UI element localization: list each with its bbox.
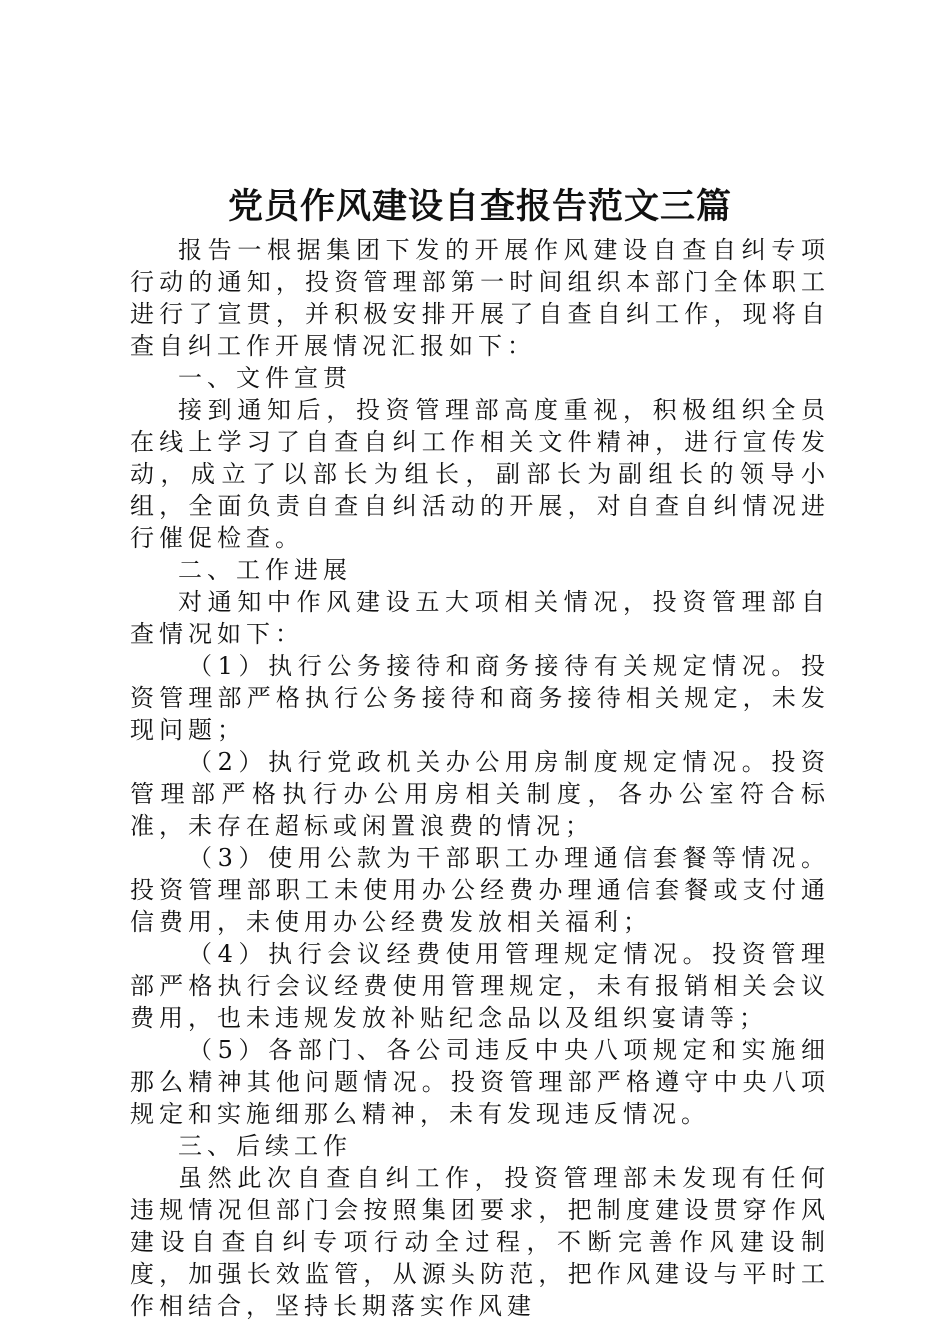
paragraph-intro: 报告一根据集团下发的开展作风建设自查自纠专项行动的通知，投资管理部第一时间组织本部门全体职工进行了宣贯，并积极安排开展了自查自纠工作，现将自查自纠工作开展情况汇报如下： bbox=[130, 236, 830, 360]
document-body bbox=[130, 234, 830, 1322]
list-item-4: （4）执行会议经费使用管理规定情况。投资管理部严格执行会议经费使用管理规定，未有报销相关会议费用，也未违规发放补贴纪念品以及组织宴请等； bbox=[130, 940, 830, 1032]
list-item-2: （2）执行党政机关办公用房制度规定情况。投资管理部严格执行办公用房相关制度，各办公室符合标准，未存在超标或闲置浪费的情况； bbox=[130, 748, 830, 840]
paragraph-section-3: 虽然此次自查自纠工作，投资管理部未发现有任何违规情况但部门会按照集团要求，把制度建设贯穿作风建设自查自纠专项行动全过程，不断完善作风建设制度，加强长效监管，从源头防范，把作风建设与平时工作相结合，坚持长期落实作风建 bbox=[130, 1164, 830, 1320]
document-title: 党员作风建设自查报告范文三篇 bbox=[227, 187, 732, 227]
list-item-1: （1）执行公务接待和商务接待有关规定情况。投资管理部严格执行公务接待和商务接待相关规定，未发现问题； bbox=[130, 652, 830, 744]
section-heading-3: 三、后续工作 bbox=[178, 1132, 352, 1160]
list-item-3: （3）使用公款为干部职工办理通信套餐等情况。投资管理部职工未使用办公经费办理通信套餐或支付通信费用，未使用办公经费发放相关福利； bbox=[130, 844, 830, 936]
list-item-5: （5）各部门、各公司违反中央八项规定和实施细那么精神其他问题情况。投资管理部严格遵守中央八项规定和实施细那么精神，未有发现违反情况。 bbox=[130, 1036, 830, 1128]
section-heading-1: 一、文件宣贯 bbox=[178, 364, 352, 392]
paragraph-section-1: 接到通知后，投资管理部高度重视，积极组织全员在线上学习了自查自纠工作相关文件精神，进行宣传发动，成立了以部长为组长，副部长为副组长的领导小组，全面负责自查自纠活动的开展，对自查自纠情况进行催促检查。 bbox=[130, 396, 830, 552]
section-heading-2: 二、工作进展 bbox=[178, 556, 352, 584]
paragraph-section-2: 对通知中作风建设五大项相关情况，投资管理部自查情况如下： bbox=[130, 588, 830, 648]
document-page bbox=[130, 0, 830, 1344]
